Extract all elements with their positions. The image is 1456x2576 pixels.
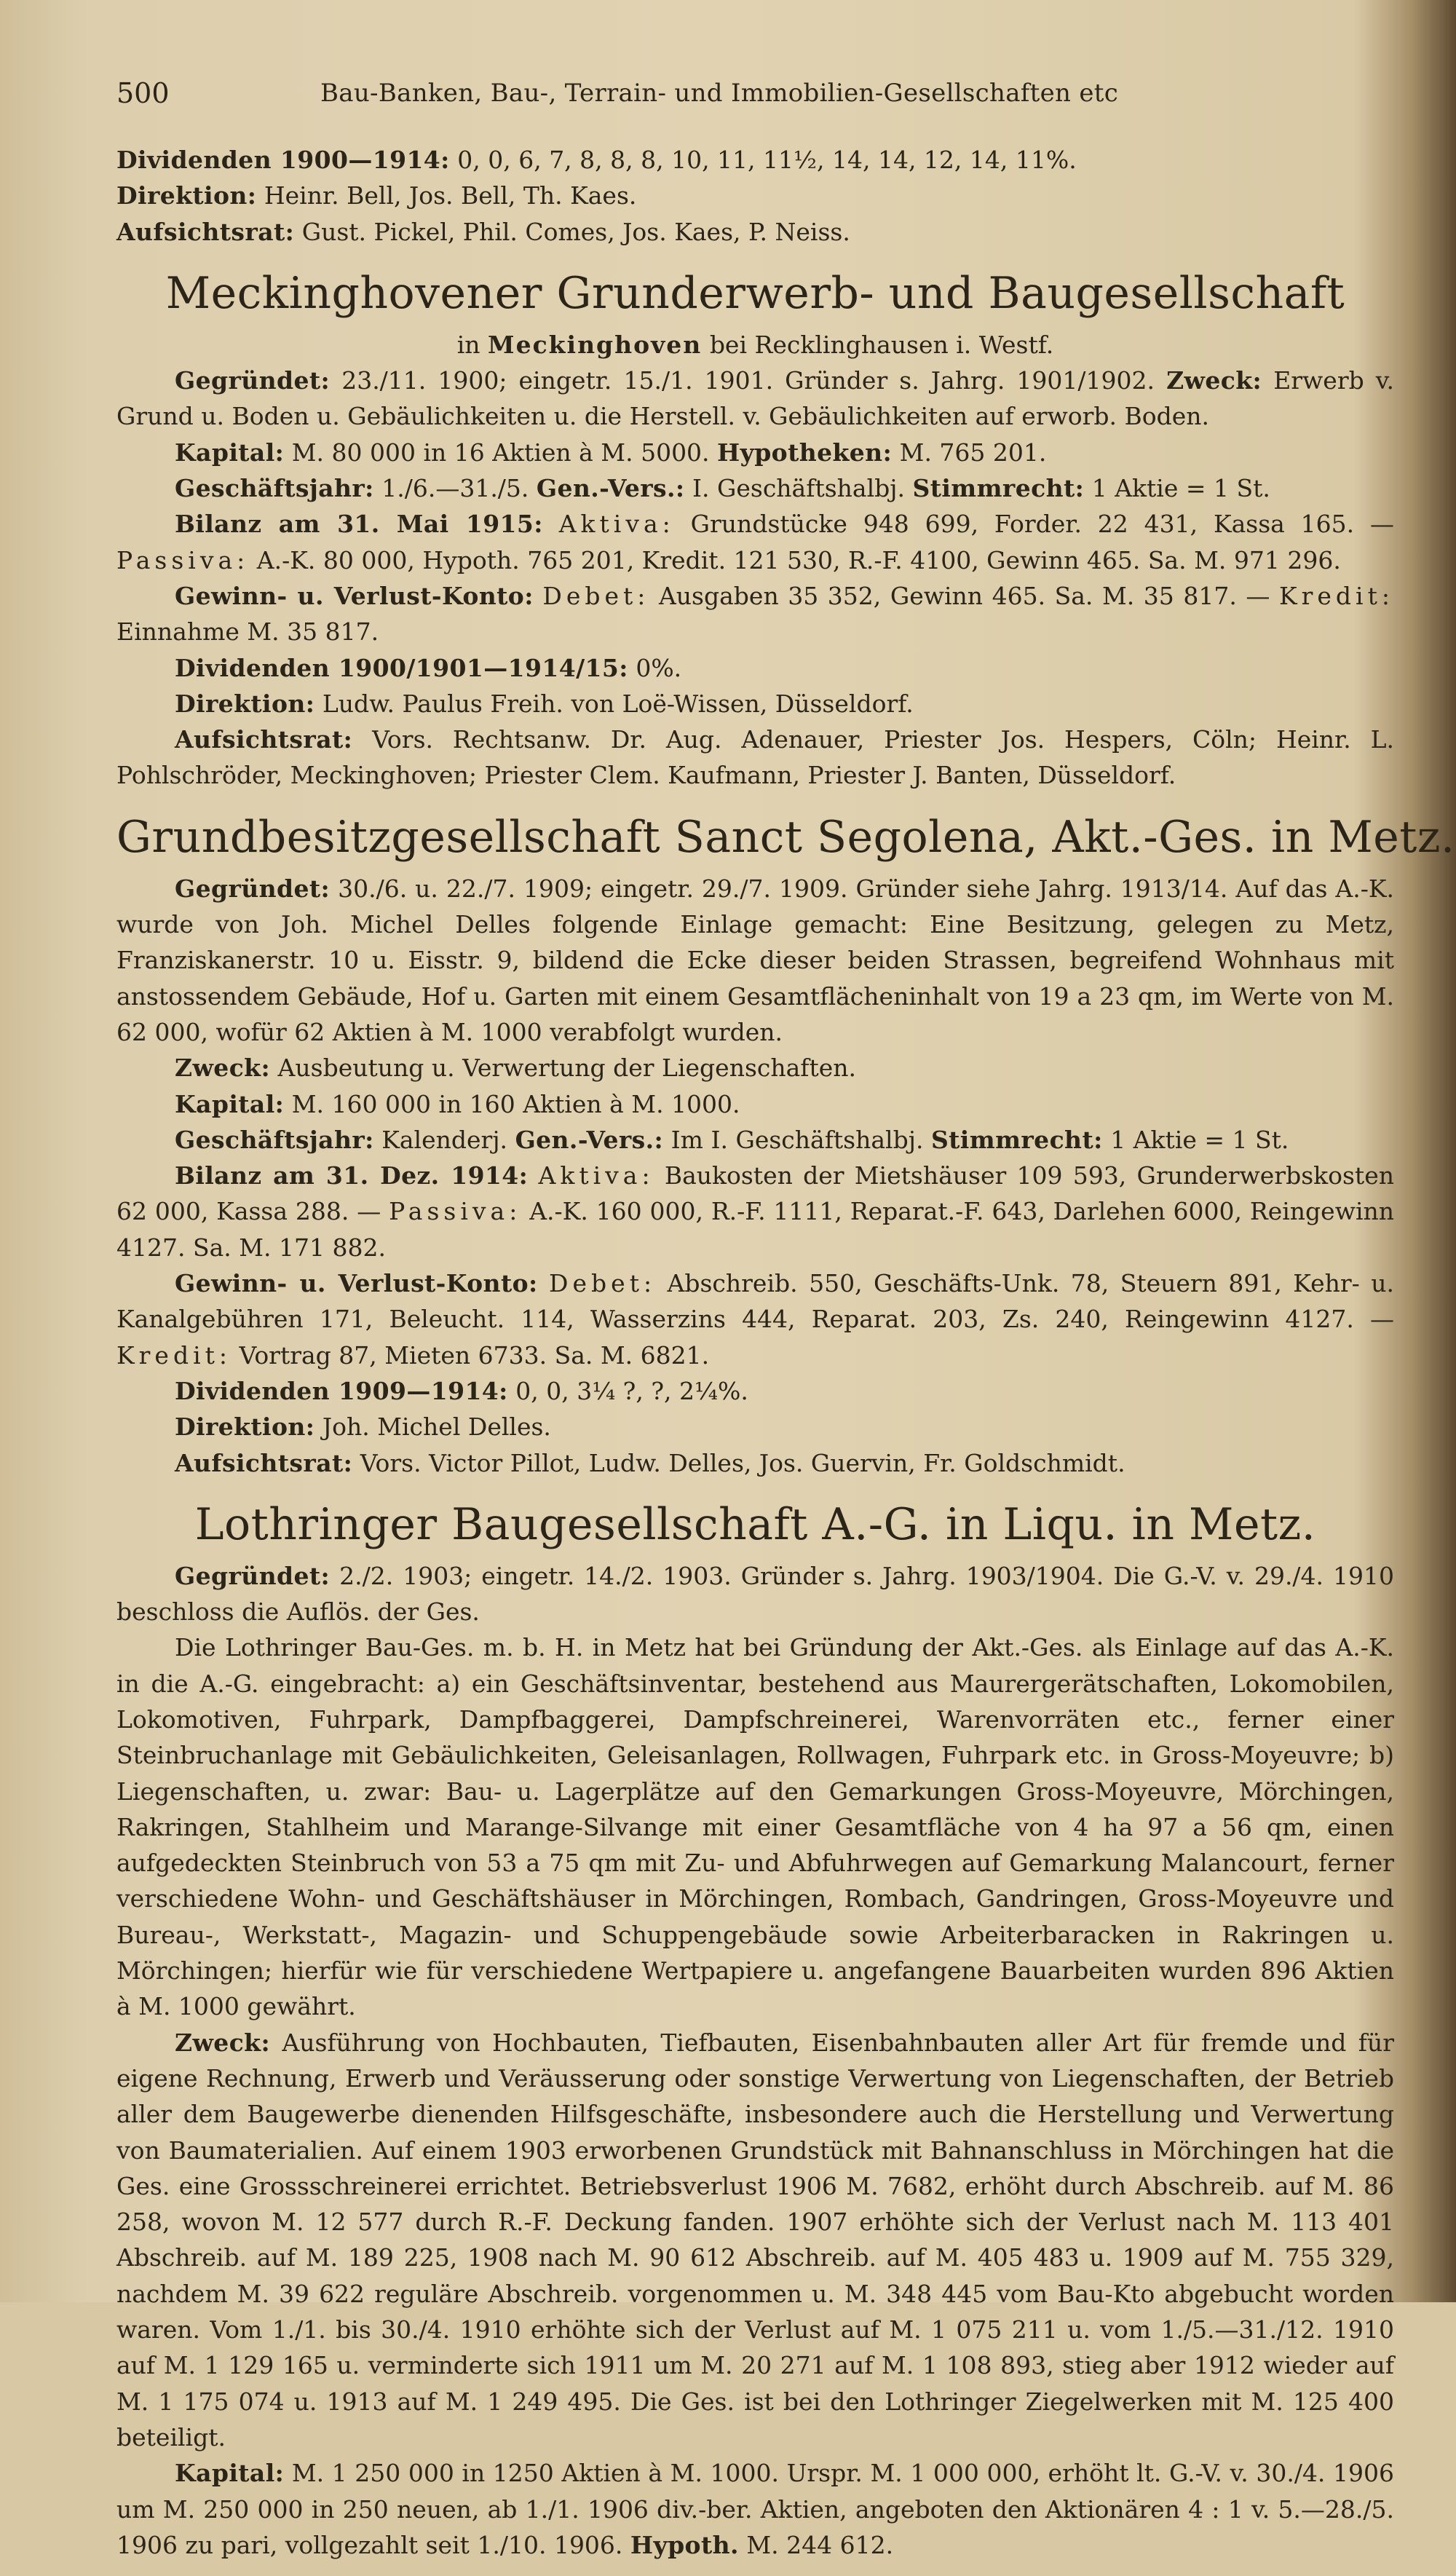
meck-dividends — [116, 650, 1394, 686]
meck-credit-text: Einnahme M. 35 817. — [116, 617, 379, 647]
seg-purpose-label: Zweck: — [175, 1054, 271, 1083]
meck-board-label: Aufsichtsrat: — [175, 725, 353, 754]
seg-vote-label: Stimmrecht: — [930, 1125, 1103, 1154]
seg-vote-text: 1 Aktie = 1 St. — [1110, 1125, 1289, 1154]
entry-meckinghoven — [116, 263, 1394, 794]
seg-debit-word: Debet: — [549, 1269, 657, 1298]
seg-capital-text: M. 160 000 in 160 Aktien à M. 1000. — [291, 1089, 740, 1118]
seg-balance — [116, 1158, 1394, 1265]
page-number: 500 — [116, 77, 170, 109]
loth-founded — [116, 1558, 1394, 1630]
seg-fiscal — [116, 1122, 1394, 1158]
seg-meeting-label: Gen.-Vers.: — [515, 1125, 664, 1154]
loc-prefix: in — [456, 330, 480, 359]
prev-direction — [116, 178, 1394, 213]
prev-board-text: Gust. Pickel, Phil. Comes, Jos. Kaes, P. Neiss. — [301, 217, 850, 246]
seg-board-label: Aufsichtsrat: — [175, 1448, 353, 1477]
meck-purpose-label: Zweck: — [1166, 366, 1262, 395]
meck-board-text: Vors. Rechtsanw. Dr. Aug. Adenauer, Priester Jos. Hespers, Cöln; Heinr. L. Pohlschröder, Meckinghoven; Priester Clem. Kaufmann, Priester J. Banten, Düsseldorf. — [116, 725, 1394, 790]
meck-fiscal-text: 1./6.—31./5. — [381, 474, 529, 503]
loth-mortgage-label: Hypoth. — [630, 2530, 739, 2559]
seg-fiscal-text: Kalenderj. — [381, 1125, 508, 1154]
seg-direction-text: Joh. Michel Delles. — [322, 1413, 551, 1442]
prev-dividends — [116, 142, 1394, 178]
meck-dividends-label: Dividenden 1900/1901—1914/15: — [175, 653, 628, 682]
meck-liab-word: Passiva: — [116, 545, 250, 574]
entry-location-meckinghoven — [116, 327, 1394, 363]
meck-direction — [116, 686, 1394, 722]
seg-board-text: Vors. Victor Pillot, Ludw. Delles, Jos. Guervin, Fr. Goldschmidt. — [360, 1448, 1125, 1477]
loth-purpose-text: Ausführung von Hochbauten, Tiefbauten, Eisenbahnbauten aller Art für fremde und für eigene Rechnung, Erwerb und Veräusserung oder sonstige Verwertung von Liegenschaften, der Betrieb aller dem Baugewerbe dienenden Hilfsgeschäfte, insbesondere auch die Herstellung und Verwertung von Baumaterialien. Auf einem 1903 erworbenen Grundstück mit Bahnanschluss in Mörchingen hat die Ges. eine Grossschreinerei errichtet. Betriebsverlust 1906 M. 7682, erhöht durch Abschreib. auf M. 86 258, wovon M. 12 577 durch R.-F. Deckung fanden. 1907 erhöhte sich der Verlust nach M. 113 401 Abschreib. auf M. 189 225, 1908 nach M. 90 612 Abschreib. auf M. 405 483 u. 1909 auf M. 755 329, nachdem M. 39 622 reguläre Abschreib. vorgenommen u. M. 348 445 vom Bau-Kto abgebucht worden waren. Vom 1./1. bis 30./4. 1910 erhöhte sich der Verlust auf M. 1 075 211 u. vom 1./5.—31./12. 1910 auf M. 1 129 165 u. verminderte sich 1911 um M. 20 271 auf M. 1 108 893, stieg aber 1912 wieder auf M. 1 175 074 u. 1913 auf M. 1 249 495. Die Ges. ist bei den Lothringer Ziegelwerken mit M. 125 400 beteiligt. — [116, 2028, 1394, 2451]
meck-pl — [116, 578, 1394, 650]
meck-founded-label: Gegründet: — [175, 366, 331, 395]
meck-fiscal-label: Geschäftsjahr: — [175, 474, 374, 503]
loth-capital-text: M. 1 250 000 in 1250 Aktien à M. 1000. Urspr. M. 1 000 000, erhöht lt. G.-V. v. 30./4. 1906 um M. 250 000 in 250 neuen, ab 1./1. 1906 div.-ber. Aktien, angeboten den Aktionären 4 : 1 v. 5.—28./5. 1906 zu pari, vollgezahlt seit 1./10. 1906. — [116, 2459, 1394, 2559]
seg-fiscal-label: Geschäftsjahr: — [175, 1125, 374, 1154]
seg-founded-label: Gegründet: — [175, 874, 331, 903]
meck-balance — [116, 506, 1394, 578]
meck-balance-label: Bilanz am 31. Mai 1915: — [175, 510, 543, 539]
prev-direction-text: Heinr. Bell, Jos. Bell, Th. Kaes. — [264, 181, 637, 210]
meck-debit-text: Ausgaben 35 352, Gewinn 465. Sa. M. 35 817. — — [658, 581, 1270, 610]
prev-board-label: Aufsichtsrat: — [116, 217, 295, 246]
page-content — [116, 142, 1455, 2576]
meck-founded-text: 23./11. 1900; eingetr. 15./1. 1901. Gründer s. Jahrg. 1901/1902. — [341, 366, 1155, 395]
seg-dividends-text: 0, 0, 3¼ ?, ?, 2¼%. — [515, 1376, 748, 1405]
seg-purpose-text: Ausbeutung u. Verwertung der Liegenschaften. — [277, 1054, 857, 1083]
meck-pl-label: Gewinn- u. Verlust-Konto: — [175, 581, 534, 610]
meck-direction-text: Ludw. Paulus Freih. von Loë-Wissen, Düsseldorf. — [322, 689, 914, 718]
loth-mortgage-text: M. 244 612. — [746, 2530, 894, 2559]
meck-founded — [116, 363, 1394, 435]
seg-purpose — [116, 1050, 1394, 1086]
seg-pl-label: Gewinn- u. Verlust-Konto: — [175, 1269, 538, 1298]
meck-assets-text: Grundstücke 948 699, Forder. 22 431, Kassa 165. — — [690, 510, 1394, 539]
meck-capital-label: Kapital: — [175, 438, 285, 467]
seg-capital — [116, 1086, 1394, 1122]
meck-direction-label: Direktion: — [175, 689, 315, 718]
meck-fiscal — [116, 470, 1394, 506]
seg-liab-word: Passiva: — [389, 1197, 522, 1226]
seg-credit-word: Kredit: — [116, 1340, 232, 1370]
meck-capital-text: M. 80 000 in 16 Aktien à M. 5000. — [291, 438, 710, 467]
seg-liab-text: A.-K. 160 000, R.-F. 1111, Reparat.-F. 643, Darlehen 6000, Reingewinn 4127. Sa. M. 171 882. — [116, 1197, 1395, 1262]
loth-capital — [116, 2455, 1394, 2563]
running-title: Bau-Banken, Bau-, Terrain- und Immobilien-Gesellschaften etc — [320, 79, 1119, 108]
loth-founded-label: Gegründet: — [175, 1561, 331, 1590]
entry-title-lothringer: Lothringer Baugesellschaft A.-G. in Liqu. in Metz. — [194, 1498, 1316, 1550]
seg-capital-label: Kapital: — [175, 1089, 285, 1118]
meck-dividends-text: 0%. — [636, 653, 682, 682]
meck-vote-text: 1 Aktie = 1 St. — [1091, 474, 1270, 503]
meck-assets-word: Aktiva: — [558, 510, 675, 539]
prev-entry — [116, 142, 1394, 250]
meck-purpose-text: Erwerb v. Grund u. Boden u. Gebäulichkeiten u. die Herstell. v. Gebäulichkeiten auf erworb. Boden. — [116, 366, 1395, 431]
meck-liab-text: A.-K. 80 000, Hypoth. 765 201, Kredit. 121 530, R.-F. 4100, Gewinn 465. Sa. M. 971 296. — [256, 545, 1341, 574]
meck-mortgage-label: Hypotheken: — [717, 438, 893, 467]
seg-dividends-label: Dividenden 1909—1914: — [175, 1376, 508, 1405]
prev-board — [116, 214, 1394, 250]
seg-credit-text: Vortrag 87, Mieten 6733. Sa. M. 6821. — [239, 1340, 710, 1370]
prev-dividends-text: 0, 0, 6, 7, 8, 8, 8, 10, 11, 11½, 14, 14, 12, 14, 11%. — [457, 146, 1077, 174]
entry-title-segolena: Grundbesitzgesellschaft Sanct Segolena, Akt.-Ges. in Metz. — [116, 811, 1455, 863]
loth-founded-text: 2./2. 1903; eingetr. 14./2. 1903. Gründer s. Jahrg. 1903/1904. Die G.-V. v. 29./4. 1910 beschloss die Auflös. der Ges. — [116, 1561, 1395, 1627]
seg-debit-text: Abschreib. 550, Geschäfts-Unk. 78, Steuern 891, Kehr- u. Kanalgebühren 171, Beleucht. 114, Wasserzins 444, Reparat. 203, Zs. 240, Reingewinn 4127. — — [116, 1269, 1394, 1334]
page-header — [116, 71, 1383, 115]
loth-capital-label: Kapital: — [175, 2459, 285, 2488]
prev-dividends-label: Dividenden 1900—1914: — [116, 146, 450, 174]
loth-purpose — [116, 2025, 1394, 2456]
seg-assets-word: Aktiva: — [538, 1161, 654, 1190]
meck-board — [116, 722, 1394, 794]
prev-direction-label: Direktion: — [116, 181, 257, 210]
seg-pl — [116, 1265, 1394, 1373]
seg-assets-text: Baukosten der Mietshäuser 109 593, Grunderwerbskosten 62 000, Kassa 288. — — [116, 1161, 1394, 1226]
entry-lothringer — [116, 1494, 1394, 2563]
meck-vote-label: Stimmrecht: — [912, 474, 1085, 503]
seg-direction — [116, 1409, 1394, 1445]
seg-board — [116, 1445, 1394, 1481]
seg-meeting-text: Im I. Geschäftshalbj. — [670, 1125, 924, 1154]
meck-debit-word: Debet: — [542, 581, 650, 610]
meck-credit-word: Kredit: — [1278, 581, 1394, 610]
loc-suffix: bei Recklinghausen i. Westf. — [709, 330, 1054, 359]
meck-capital — [116, 435, 1394, 470]
meck-meeting-text: I. Geschäftshalbj. — [692, 474, 905, 503]
entry-title-meckinghoven: Meckinghovener Grunderwerb- und Baugesellschaft — [165, 267, 1345, 319]
seg-founded — [116, 871, 1394, 1050]
seg-founded-text: 30./6. u. 22./7. 1909; eingetr. 29./7. 1909. Gründer siehe Jahrg. 1913/14. Auf das A.-K. wurde von Joh. Michel Delles folgende Einlage gemacht: Eine Besitzung, gelegen zu Metz, Franziskanerstr. 10 u. Eisstr. 9, bildend die Ecke dieser beiden Strassen, begreifend Wohnhaus mit anstossendem Gebäude, Hof u. Garten mit einem Gesamtflächeninhalt von 19 a 23 qm, im Werte von M. 62 000, wofür 62 Aktien à M. 1000 verabfolgt wurden. — [116, 874, 1394, 1046]
loth-para1: Die Lothringer Bau-Ges. m. b. H. in Metz hat bei Gründung der Akt.-Ges. als Einlage auf das A.-K. in die A.-G. eingebracht: a) ein Geschäftsinventar, bestehend aus Maurergerätschaften, Lokomobilen, Lokomotiven, Fuhrpark, Dampfbaggerei, Dampfschreinerei, Warenvorräten etc., ferner einer Steinbruchanlage mit Gebäulichkeiten, Geleisanlagen, Rollwagen, Fuhrpark etc. in Gross-Moyeuvre; b) Liegenschaften, u. zwar: Bau- u. Lagerplätze auf den Gemarkungen Gross-Moyeuvre, Mörchingen, Rakringen, Stahlheim und Marange-Silvange mit einer Gesamtfläche von 4 ha 97 a 56 qm, einen aufgedeckten Steinbruch von 53 a 75 qm mit Zu- und Abfuhrwegen auf Gemarkung Malancourt, ferner verschiedene Wohn- und Geschäftshäuser in Mörchingen, Rombach, Gandringen, Gross-Moyeuvre und Bureau-, Werkstatt-, Magazin- und Schuppengebäude sowie Arbeiterbaracken in Rakringen u. Mörchingen; hierfür wie für verschiedene Wertpapiere u. angefangene Bauarbeiten wurden 896 Aktien à M. 1000 gewährt. — [116, 1633, 1394, 2021]
seg-dividends — [116, 1373, 1394, 1409]
meck-meeting-label: Gen.-Vers.: — [536, 474, 685, 503]
entry-segolena — [116, 807, 1455, 1481]
loth-purpose-label: Zweck: — [175, 2028, 271, 2057]
meck-mortgage-text: M. 765 201. — [899, 438, 1047, 467]
seg-direction-label: Direktion: — [175, 1413, 315, 1442]
loc-bold: Meckinghoven — [488, 330, 703, 359]
seg-balance-label: Bilanz am 31. Dez. 1914: — [175, 1161, 529, 1190]
